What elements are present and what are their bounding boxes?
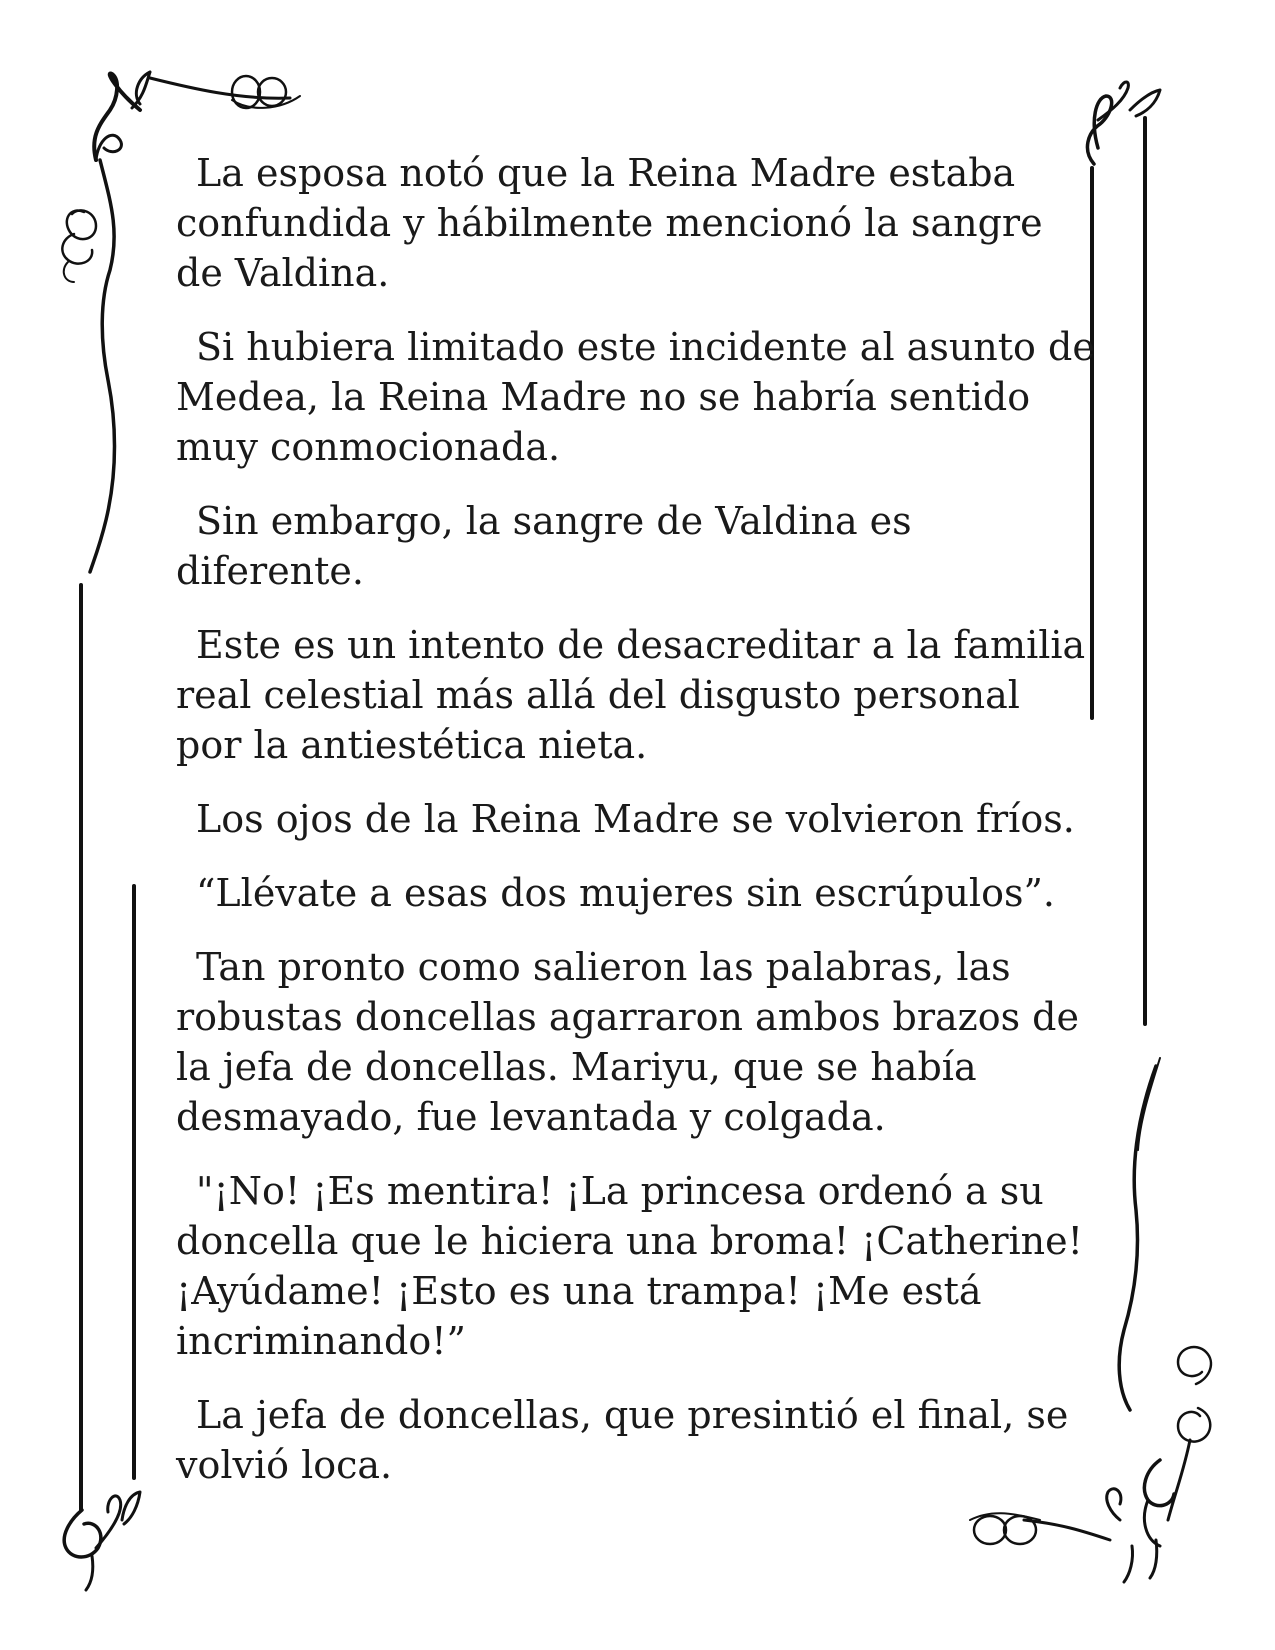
- paragraph: Los ojos de la Reina Madre se volvieron fríos.: [196, 797, 1075, 841]
- bottom-left-flourish-icon: [64, 1492, 140, 1590]
- paragraph: Este es un intento de desacreditar a la familia real celestial más allá del disgusto personal por la antiestética nieta.: [176, 623, 1086, 767]
- paragraph: Sin embargo, la sangre de Valdina es diferente.: [176, 499, 912, 593]
- paragraph: La esposa notó que la Reina Madre estaba confundida y hábilmente mencionó la sangre de Valdina.: [176, 151, 1043, 295]
- paragraph: Si hubiera limitado este incidente al asunto de Medea, la Reina Madre no se habría sentido muy conmocionada.: [176, 325, 1095, 469]
- story-text: [176, 148, 1096, 1514]
- paragraph: "¡No! ¡Es mentira! ¡La princesa ordenó a su doncella que le hiciera una broma! ¡Catherine! ¡Ayúdame! ¡Esto es una trampa! ¡Me está incriminando!”: [176, 1169, 1083, 1363]
- paragraph: Tan pronto como salieron las palabras, las robustas doncellas agarraron ambos brazos de la jefa de doncellas. Mariyu, que se había desmayado, fue levantada y colgada.: [176, 945, 1079, 1139]
- paragraph: “Llévate a esas dos mujeres sin escrúpulos”.: [196, 871, 1055, 915]
- top-right-flourish-icon: [1087, 82, 1160, 164]
- paragraph: La jefa de doncellas, que presintió el final, se volvió loca.: [176, 1393, 1069, 1487]
